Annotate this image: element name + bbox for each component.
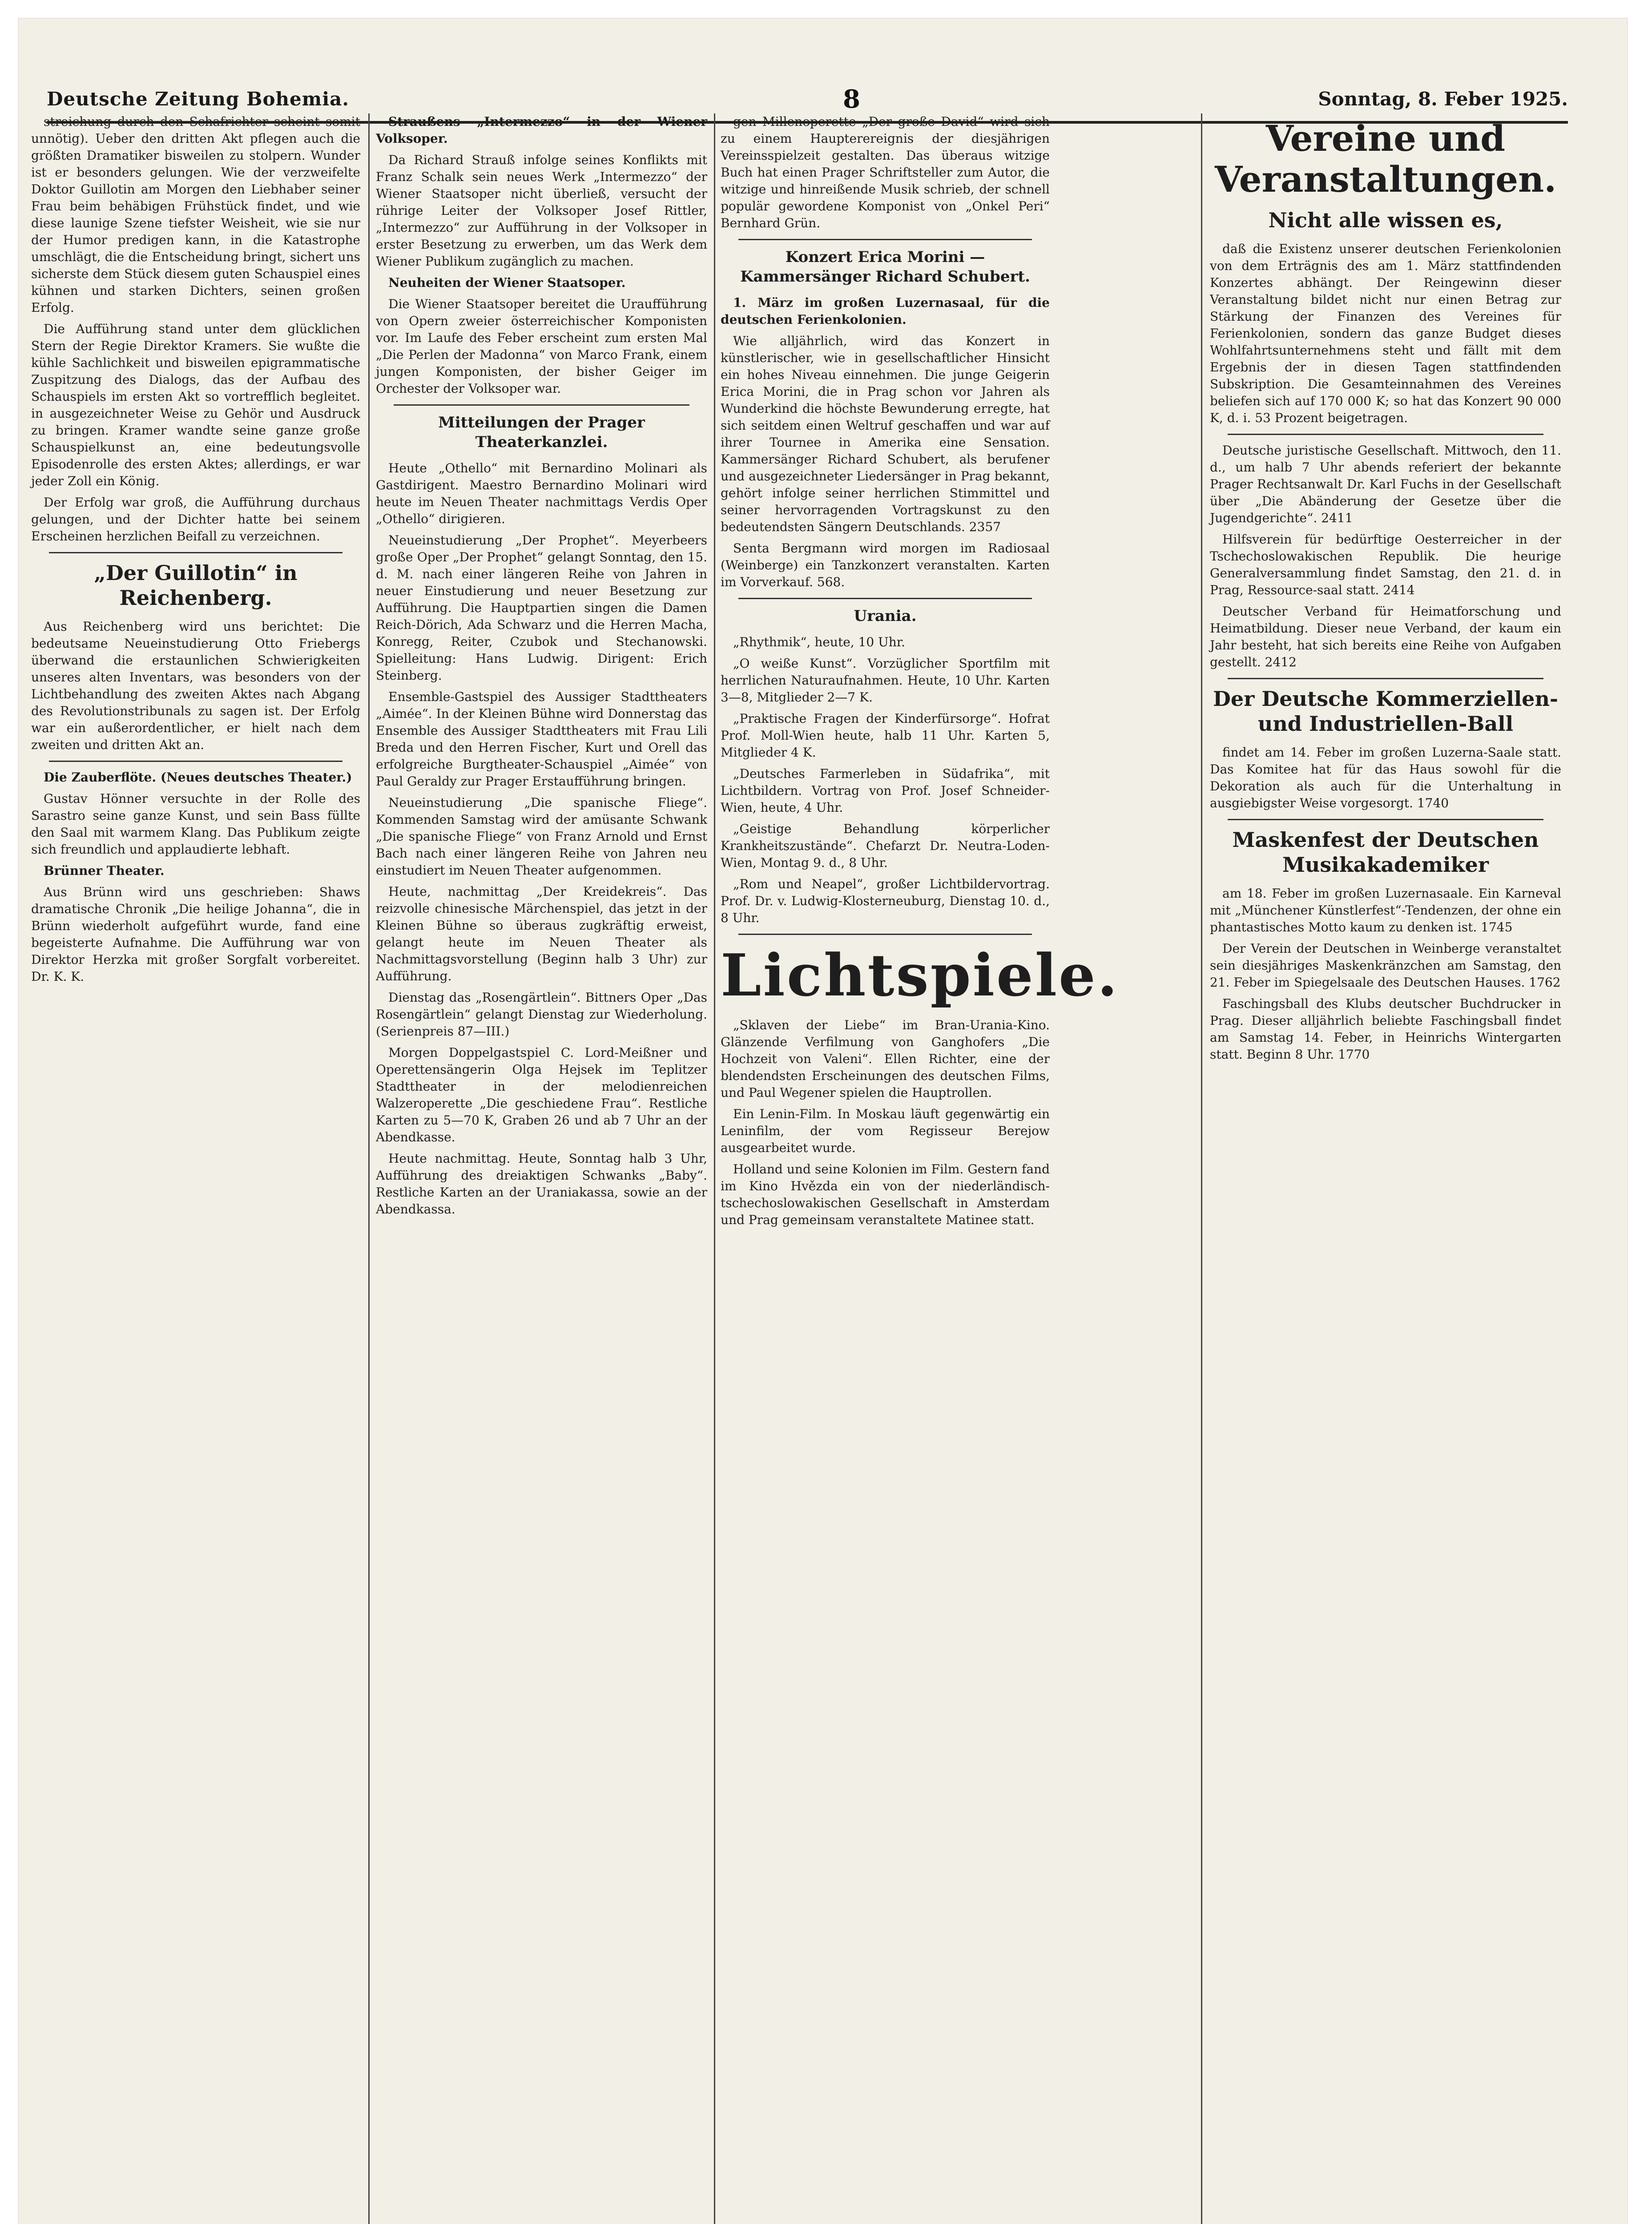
- article-text: Faschingsball des Klubs deutscher Buchdrucker in Prag. Dieser alljährlich beliebte Faschingsball findet am Samstag 14. Feber, in Heinrichs Wintergarten statt. Beginn 8 Uhr. 1770: [1210, 996, 1561, 1062]
- article-text: „Deutsches Farmerleben in Südafrika“, mit Lichtbildern. Vortrag von Prof. Josef Schneider-Wien, heute, 4 Uhr.: [721, 766, 1050, 815]
- article-text: Da Richard Strauß infolge seines Konflikts mit Franz Schalk sein neues Werk „Intermezzo“ der Wiener Staatsoper nicht überließ, versucht der rührige Leiter der Volksoper Josef Rittler, „Intermezzo“ zur Aufführung in der Volksoper in erster Besetzung zu erwerben, um das Werk dem Wiener Publikum zugänglich zu machen.: [376, 153, 707, 269]
- column-divider: [368, 113, 370, 2224]
- article-text: Wie alljährlich, wird das Konzert in künstlerischer, wie in gesellschaftlicher Hinsicht ein hohes Niveau einnehmen. Die junge Geigerin Erica Morini, die in Prag schon vor Jahren als Wunderkind die höchste Bewunderung erregte, hat sich seitdem einen Weltruf geschaffen und war auf ihrer Tournee in Amerika eine Sensation. Kammersänger Richard Schubert, als berufener und ausgezeichneter Liedersänger in Prag bekannt, gehört infolge seiner herrlichen Stimmittel und seiner hervorragenden Vortragskunst zu den bedeutendsten Sängern Deutschlands. 2357: [721, 334, 1050, 534]
- article-text: Aus Brünn wird uns geschrieben: Shaws dramatische Chronik „Die heilige Johanna“, die in Brünn wiederholt aufgeführt wurde, fand eine begeisterte Aufnahme. Die Aufführung war von Direktor Herzka mit großer Sorgfalt vorbereitet. Dr. K. K.: [31, 885, 360, 984]
- article-heading: Der Deutsche Kommerziellen- und Industriellen-Ball: [1213, 687, 1558, 736]
- separator: [738, 934, 1032, 935]
- column-1: [31, 113, 360, 2224]
- column-3: [721, 113, 1120, 2224]
- article-heading: Konzert Erica Morini — Kammersänger Richard Schubert.: [740, 248, 1030, 286]
- article-text: Neueinstudierung „Der Prophet“. Meyerbeers große Oper „Der Prophet“ gelangt Sonntag, den 15. d. M. nach einer längeren Reihe von Jahren in neuer Einstudierung und neuer Besetzung zur Aufführung. Die Hauptpartien singen die Damen Reich-Dörich, Ada Schwarz und die Herren Macha, Konregg, Reiter, Czubok und Stechanowski. Spielleitung: Hans Ludwig. Dirigent: Erich Steinberg.: [376, 533, 707, 683]
- article-text: Gustav Hönner versuchte in der Rolle des Sarastro seine ganze Kunst, und sein Bass füllte den Saal mit warmem Klang. Das Publikum zeigte sich freundlich und applaudierte lebhaft.: [31, 791, 360, 857]
- separator: [394, 404, 689, 406]
- article-heading: Straußens „Intermezzo“ in der Wiener Volksoper.: [376, 114, 707, 146]
- article-text: „Praktische Fragen der Kinderfürsorge“. Hofrat Prof. Moll-Wien heute, halb 11 Uhr. Karten 5, Mitglieder 4 K.: [721, 711, 1050, 760]
- newspaper-name: Deutsche Zeitung Bohemia.: [47, 88, 349, 110]
- article-text: Heute „Othello“ mit Bernardino Molinari als Gastdirigent. Maestro Bernardino Molinari wird heute im Neuen Theater nachmittags Verdis Oper „Othello“ dirigieren.: [376, 461, 707, 526]
- article-text: Die Aufführung stand unter dem glücklichen Stern der Regie Direktor Kramers. Sie wußte die kühle Sachlichkeit und bisweilen epigrammatische Zuspitzung des Dialogs, das der Aufbau des Schauspiels im ersten Akt so vortrefflich begleitet. in ausgezeichneter Weise zu Gehör und Ausdruck zu bringen. Kramer wandte seine ganze große Schauspielkunst an, eine bedeutungsvolle Episodenrolle des ersten Aktes; allerdings, er war jeder Zoll ein König.: [31, 322, 360, 488]
- article-text: „O weiße Kunst“. Vorzüglicher Sportfilm mit herrlichen Naturaufnahmen. Heute, 10 Uhr. Karten 3—8, Mitglieder 2—7 K.: [721, 656, 1050, 705]
- column-4: [1210, 113, 1561, 2224]
- article-text: Deutsche juristische Gesellschaft. Mittwoch, den 11. d., um halb 7 Uhr abends referiert der bekannte Prager Rechtsanwalt Dr. Karl Fuchs in der Gesellschaft über „Die Abänderung der Gesetze über die Jugendgerichte“. 2411: [1210, 443, 1561, 525]
- separator: [49, 552, 342, 553]
- article-text: streichung durch den Schafrichter scheint somit unnötig). Ueber den dritten Akt pflegen auch die größten Dramatiker bisweilen zu stolpern. Wunder ist er besonders gelungen. Wie der verzweifelte Doktor Guillotin am Morgen den Liebhaber seiner Frau beim behäbigen Frühstück findet, und wie diese launige Szene tiefster Weisheit, wie sie nur der Humor predigen kann, in die Katastrophe umschlägt, die die Entscheidung bringt, sichert uns sicherste dem Stück diesem guten Schauspiel eines kühnen und starken Dichters, seinen großen Erfolg.: [31, 114, 360, 315]
- article-text: Hilfsverein für bedürftige Oesterreicher in der Tschechoslowakischen Republik. Die heurige Generalversammlung findet Samstag, den 21. d. in Prag, Ressource-saal statt. 2414: [1210, 532, 1561, 597]
- article-text: 1. März im großen Luzernasaal, für die deutschen Ferienkolonien.: [721, 295, 1050, 327]
- section-heading: Vereine und Veranstaltungen.: [1214, 117, 1557, 200]
- article-heading: Urania.: [854, 607, 917, 625]
- article-text: Heute nachmittag. Heute, Sonntag halb 3 Uhr, Aufführung des dreiaktigen Schwanks „Baby“. Restliche Karten an der Uraniakassa, sowie an der Abendkassa.: [376, 1151, 707, 1217]
- article-text: daß die Existenz unserer deutschen Ferienkolonien von dem Erträgnis des am 1. März stattfindenden Konzertes abhängt. Der Reingewinn dieser Veranstaltung bildet nicht nur einen Betrag zur Stärkung der Finanzen des Vereines für Ferienkolonien, sondern das ganze Budget dieses Wohlfahrtsunternehmens steht und fällt mit dem Ergebnis der in diesen Tagen stattfindenden Subskription. Die Gesamteinnahmen des Vereines beliefen sich auf 170 000 K; so hat das Konzert 90 000 K, d. i. 53 Prozent beigetragen.: [1210, 242, 1561, 425]
- page-number: 8: [843, 85, 860, 114]
- article-text: „Geistige Behandlung körperlicher Krankheitszustände“. Chefarzt Dr. Neutra-Loden-Wien, Montag 9. d., 8 Uhr.: [721, 822, 1050, 870]
- article-text: Neueinstudierung „Die spanische Fliege“. Kommenden Samstag wird der amüsante Schwank „Die spanische Fliege“ von Franz Arnold und Ernst Bach nach einer längeren Reihe von Jahren neu einstudiert im Neuen Theater aufgenommen.: [376, 795, 707, 878]
- column-2: [376, 113, 707, 2224]
- article-text: gen Millenoperette „Der große David“ wird sich zu einem Haupterereignis der diesjährigen Vereinsspielzeit gestalten. Das überaus witzige Buch hat einen Prager Schriftsteller zum Autor, die witzige und hinreißende Musik schrieb, der schnell populär gewordene Komponist von „Onkel Peri“ Bernhard Grün.: [721, 114, 1050, 230]
- article-heading: Maskenfest der Deutschen Musikakademiker: [1232, 828, 1539, 877]
- article-text: Deutscher Verband für Heimatforschung und Heimatbildung. Dieser neue Verband, der kaum ein Jahr besteht, hat sich bereits eine Reihe von Aufgaben gestellt. 2412: [1210, 604, 1561, 669]
- column-divider: [1201, 113, 1202, 2224]
- separator: [1228, 678, 1543, 679]
- separator: [1228, 434, 1543, 435]
- article-text: „Sklaven der Liebe“ im Bran-Urania-Kino. Glänzende Verfilmung von Ganghofers „Die Hochzeit von Valeni“. Ellen Richter, eine der blendendsten Erscheinungen des deutschen Films, und Paul Wegener spielen die Hauptrollen.: [721, 1018, 1050, 1100]
- separator: [738, 239, 1032, 240]
- column-divider: [714, 113, 715, 2224]
- separator: [1228, 819, 1543, 820]
- article-heading: „Der Guillotin“ in Reichenberg.: [94, 561, 298, 610]
- article-heading: Nicht alle wissen es,: [1268, 208, 1503, 232]
- article-text: Ein Lenin-Film. In Moskau läuft gegenwärtig ein Leninfilm, der vom Regisseur Berejow ausgearbeitet wurde.: [721, 1107, 1050, 1155]
- article-text: Heute, nachmittag „Der Kreidekreis“. Das reizvolle chinesische Märchenspiel, das jetzt in der Kleinen Bühne so überaus zugkräftig erweist, gelangt heute im Neuen Theater als Nachmittagsvorstellung (Beginn halb 3 Uhr) zur Aufführung.: [376, 884, 707, 983]
- article-text: „Rom und Neapel“, großer Lichtbildervortrag. Prof. Dr. v. Ludwig-Klosterneuburg, Dienstag 10. d., 8 Uhr.: [721, 877, 1050, 925]
- article-text: Der Erfolg war groß, die Aufführung durchaus gelungen, und der Dichter hatte bei seinem Erscheinen herzlichen Beifall zu verzeichnen.: [31, 495, 360, 544]
- separator: [49, 761, 342, 762]
- article-text: Dienstag das „Rosengärtlein“. Bittners Oper „Das Rosengärtlein“ gelangt Dienstag zur Wiederholung. (Serienpreis 87—III.): [376, 990, 707, 1039]
- article-text: Aus Reichenberg wird uns berichtet: Die bedeutsame Neueinstudierung Otto Friebergs überwand die erstaunlichen Schwierigkeiten unseres alten Inventars, was besonders von der Lichtbehandlung des zweiten Aktes nach Abgang des Revolutionstribunals zu sagen ist. Der Erfolg war ein außerordentlicher, er hielt nach dem zweiten und dritten Akt an.: [31, 619, 360, 752]
- article-text: Senta Bergmann wird morgen im Radiosaal (Weinberge) ein Tanzkonzert veranstalten. Karten im Vorverkauf. 568.: [721, 541, 1050, 589]
- article-text: „Rhythmik“, heute, 10 Uhr.: [733, 635, 905, 649]
- article-text: Morgen Doppelgastspiel C. Lord-Meißner und Operettensängerin Olga Hejsek im Teplitzer Stadttheater in der melodienreichen Walzeroperette „Die geschiedene Frau“. Restliche Karten zu 5—70 K, Graben 26 und ab 7 Uhr an der Abendkasse.: [376, 1045, 707, 1144]
- article-heading: Brünner Theater.: [44, 863, 165, 878]
- issue-date: Sonntag, 8. Feber 1925.: [1318, 88, 1568, 110]
- article-text: am 18. Feber im großen Luzernasaale. Ein Karneval mit „Münchener Künstlerfest“-Tendenzen, der ohne ein phantastisches Motto kaum zu denken ist. 1745: [1210, 886, 1561, 935]
- article-text: findet am 14. Feber im großen Luzerna-Saale statt. Das Komitee hat für das Haus sowohl für die Dekoration als auch für die Unterhaltung in ausgiebigster Weise vorgesorgt. 1740: [1210, 745, 1561, 810]
- article-text: Der Verein der Deutschen in Weinberge veranstaltet sein diesjähriges Maskenkränzchen am Samstag, den 21. Feber im Spiegelsaale des Deutschen Hauses. 1762: [1210, 941, 1561, 990]
- section-heading: Lichtspiele.: [721, 941, 1120, 1009]
- article-heading: Die Zauberflöte. (Neues deutsches Theater.): [44, 770, 352, 785]
- article-heading: Mitteilungen der Prager Theaterkanzlei.: [438, 414, 645, 451]
- article-text: Holland und seine Kolonien im Film. Gestern fand im Kino Hvězda ein von der niederländisch-tschechoslowakischen Gesellschaft in Amsterdam und Prag gemeinsam veranstaltete Matinee statt.: [721, 1162, 1050, 1227]
- article-heading: Neuheiten der Wiener Staatsoper.: [388, 275, 626, 290]
- separator: [738, 598, 1032, 599]
- article-text: Die Wiener Staatsoper bereitet die Uraufführung von Opern zweier österreichischer Komponisten vor. Im Laufe des Feber erscheint zum ersten Mal „Die Perlen der Madonna“ von Marco Frank, einem jungen Komponisten, der bisher Geiger im Orchester der Volksoper war.: [376, 297, 707, 396]
- article-text: Ensemble-Gastspiel des Aussiger Stadttheaters „Aimée“. In der Kleinen Bühne wird Donnerstag das Ensemble des Aussiger Stadttheaters mit Frau Lili Breda und den Herren Fischer, Kurt und Orell das erfolgreiche Burgtheater-Schauspiel „Aimée“ von Paul Geraldy zur Prager Erstaufführung bringen.: [376, 689, 707, 789]
